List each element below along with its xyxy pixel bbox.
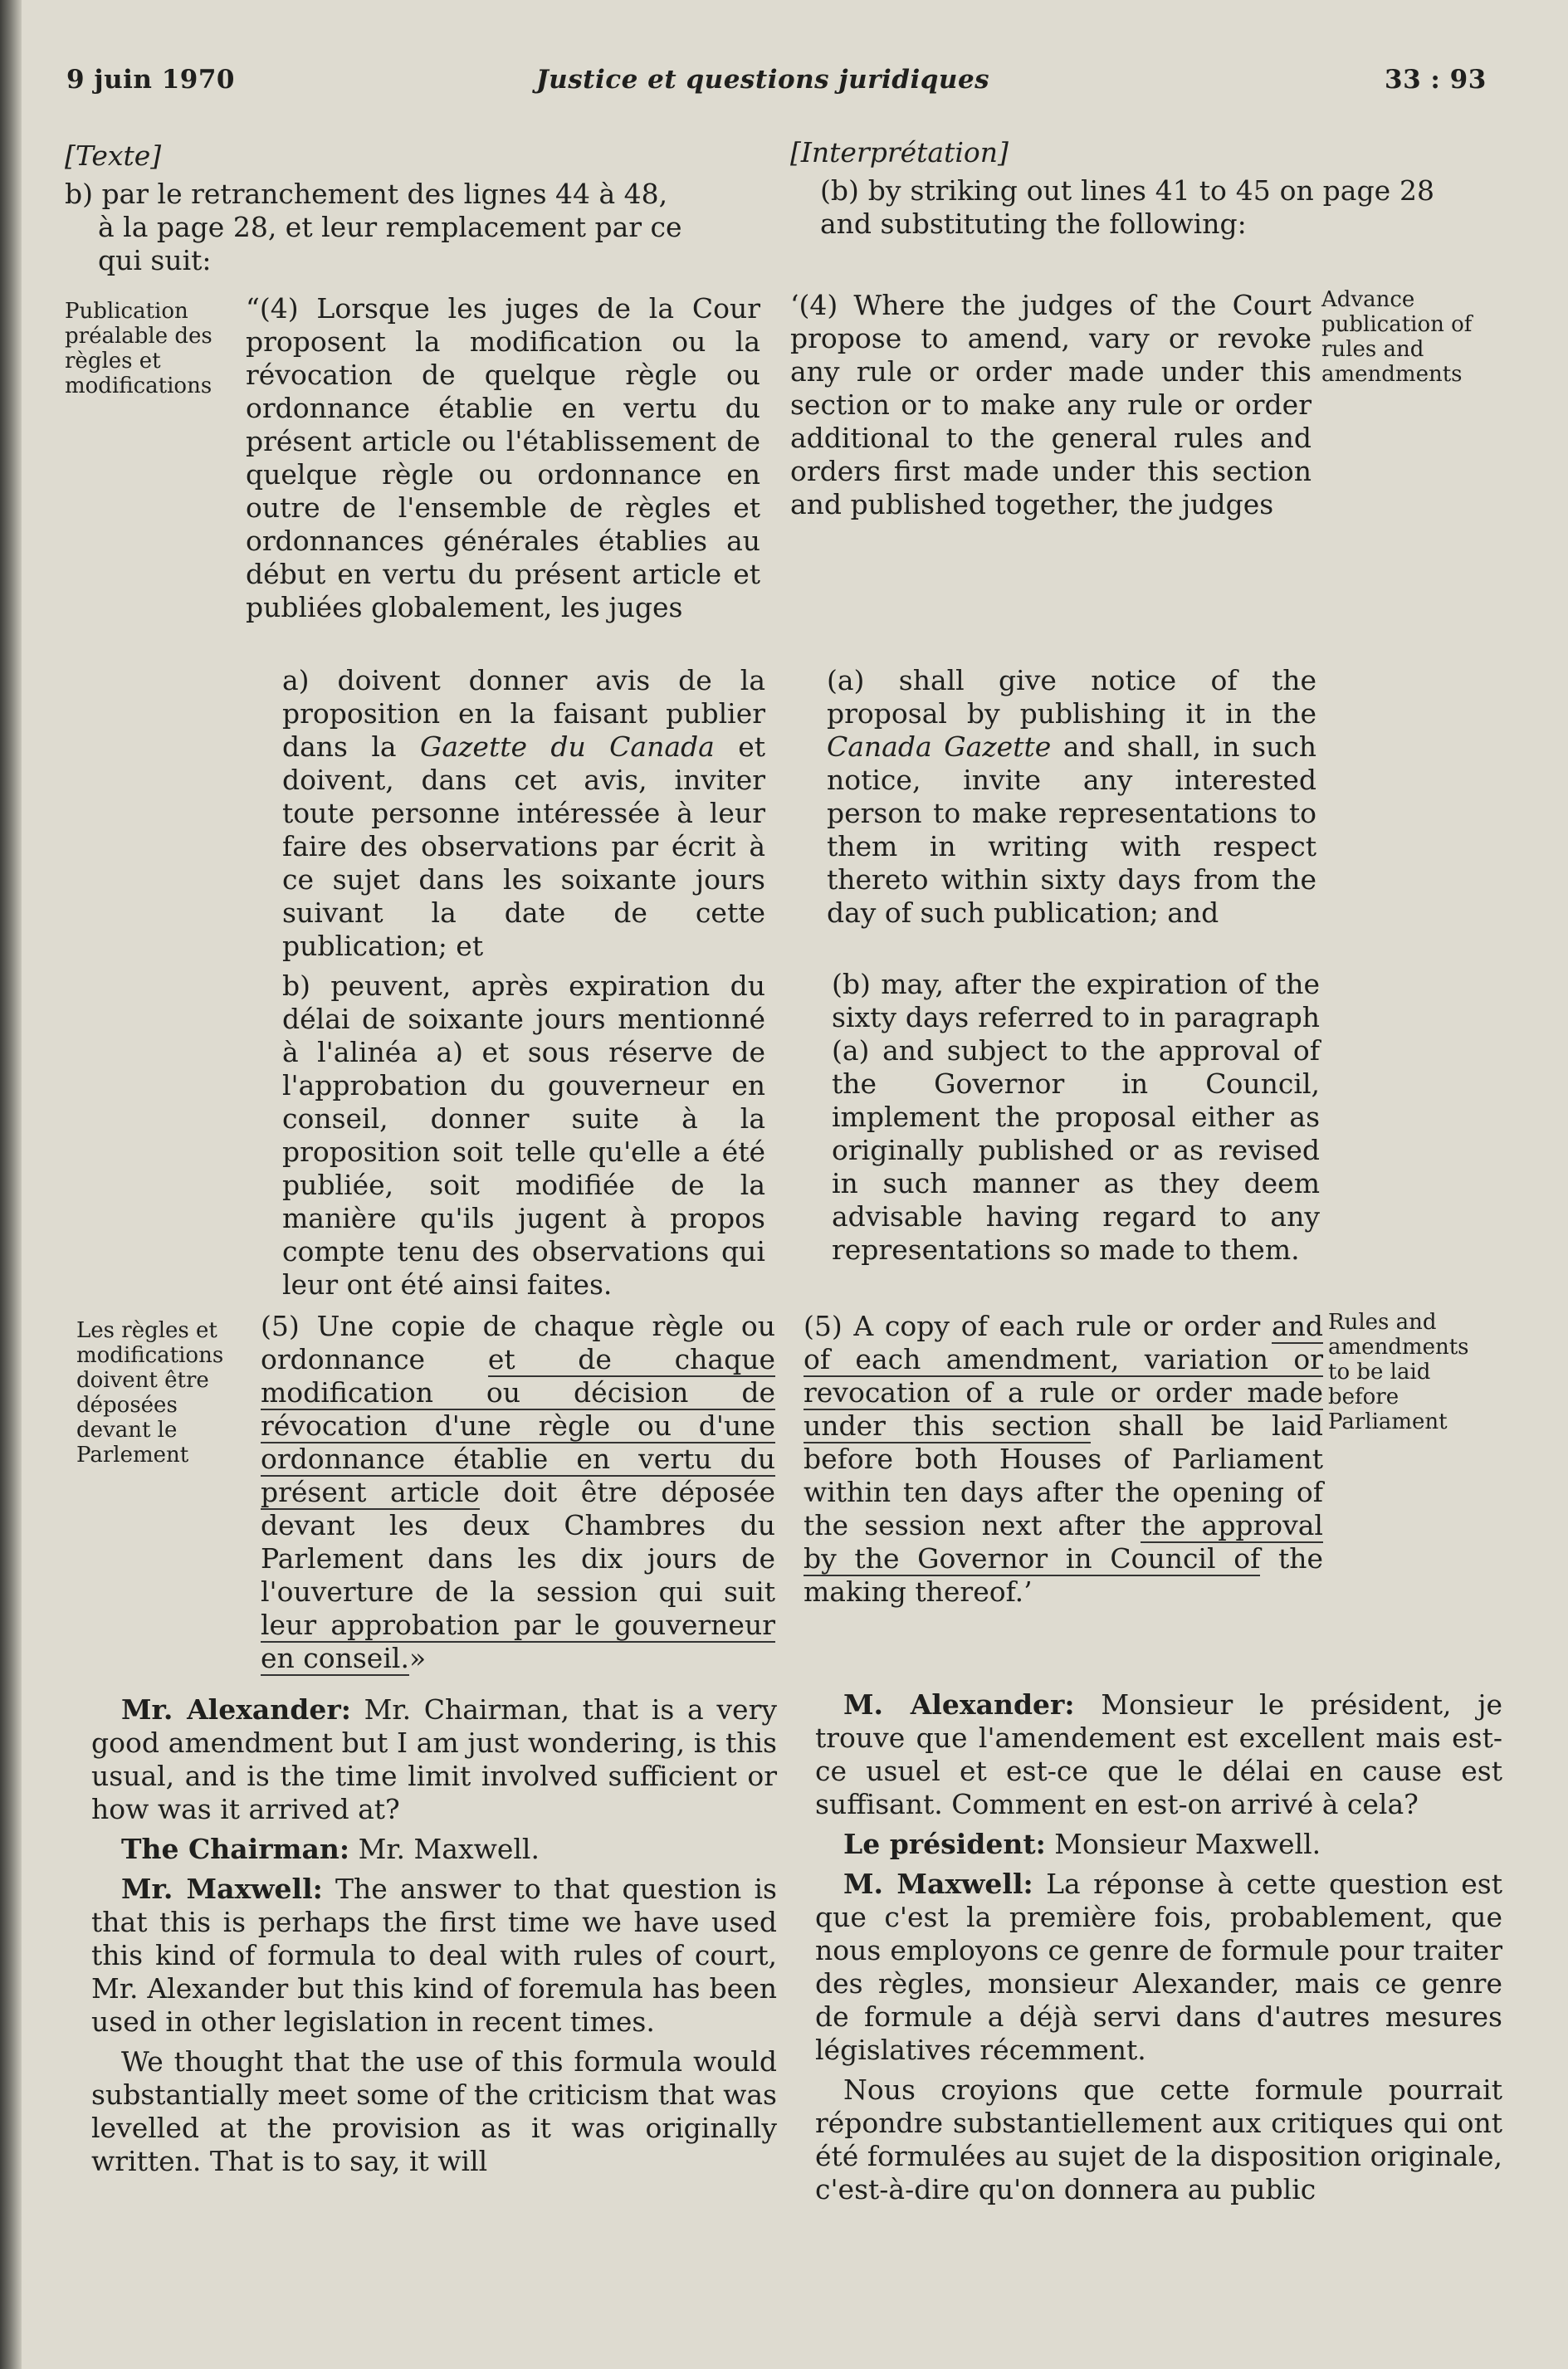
right-para-4: ‘(4) Where the judges of the Court propose to amend, vary or revoke any rule or order made under this section or to make any rule or order additional to the general rules and orders first made under this section and published together, the judges <box>790 289 1312 520</box>
header-page-number: 33 : 93 <box>1385 65 1487 95</box>
left-item-a: a) doivent donner avis de la proposition en la faisant publier dans la Gazette du Canada et doivent, dans cet avis, inviter toute personne intéressée à leur faire des observations par écrit à ce sujet dans les soixante jours suivant la date de cette publication; et <box>282 664 765 962</box>
left-item-b: b) peuvent, après expiration du délai de soixante jours mentionné à l'alinéa a) et sous réserve de l'approbation du gouverneur en conseil, donner suite à la proposition soit telle qu'elle a été publiée, soit modifiée de la manière qu'ils jugent à propos compte tenu des observations qui leur ont été ainsi faites. <box>282 970 765 1301</box>
right-speeches: M. Alexander: Monsieur le président, je trouve que l'amendement est excellent mais est-ce usuel et est-ce que le délai en cause est suffisant. Comment en est-on arrivé à cela? Le président: Monsieur Maxwell. M. Maxwell: La réponse à cette question est que c'est la première fois, probablement, que nous employons ce genre de formule pour traiter des règles, monsieur Alexander, mais ce genre de formule a déjà servi dans d'autres mesures législatives récemment. Nous croyions que cette formule pourrait répondre substantiellement aux critiques qui ont été formulées au sujet de la disposition originale, c'est-à-dire qu'on donnera au public <box>815 1688 1502 2205</box>
header-title: Justice et questions juridiques <box>536 65 990 95</box>
right-tag: [Interprétation] <box>790 136 1009 169</box>
left-speeches: Mr. Alexander: Mr. Chairman, that is a very good amendment but I am just wondering, is this usual, and is the time limit involved sufficient or how was it arrived at? The Chairman: Mr. Maxwell. Mr. Maxwell: The answer to that question is that this is perhaps the first time we have used this kind of formula to deal with rules of court, Mr. Alexander but this kind of foremula has been used in other legislation in recent times. We thought that the use of this formula would substantially meet some of the criticism that was levelled at the provision as it was originally written. That is to say, it will <box>91 1693 777 2177</box>
right-item-a: (a) shall give notice of the proposal by publishing it in the Canada Gazette and shall, in such notice, invite any interested person to make representations to them in writing with respect thereto within sixty days from the day of such publication; and <box>827 664 1316 929</box>
right-margin-note-1: Advance publication of rules and amendments <box>1321 287 1473 387</box>
right-item-b: (b) may, after the expiration of the sixty days referred to in paragraph (a) and subject to the approval of the Governor in Council, implement the proposal either as originally published or as revised in such manner as they deem advisable having regard to any representations so made to them. <box>832 968 1320 1266</box>
left-para-5: (5) Une copie de chaque règle ou ordonnance et de chaque modification ou décision de révocation d'une règle ou d'une ordonnance établie en vertu du présent article doit être déposée devant les deux Chambres du Parlement dans les dix jours de l'ouverture de la session qui suit leur approbation par le gouverneur en conseil.» <box>261 1310 775 1674</box>
header-date: 9 juin 1970 <box>66 65 236 95</box>
left-tag: [Texte] <box>65 139 162 172</box>
left-margin-note-2: Les règles et modifications doivent être déposées devant le Parlement <box>76 1318 224 1468</box>
left-para-4: “(4) Lorsque les juges de la Cour proposent la modification ou la révocation de quelque règle ou ordonnance établie en vertu du présent article ou l'établissement de quelque règle ou ordonnance en outre de l'ensemble de règles et ordonnances générales établies au début en vertu du présent article et publiées globalement, les juges <box>246 292 760 623</box>
right-para-5: (5) A copy of each rule or order and of each amendment, variation or revocation of a rule or order made under this section shall be laid before both Houses of Parliament within ten days after the opening of the session next after the approval by the Governor in Council of the making thereof.’ <box>804 1310 1324 1608</box>
book-spine-shadow <box>0 0 22 2369</box>
left-intro: b) par le retranchement des lignes 44 à 48, à la page 28, et leur remplacement par ce qui suit: <box>65 178 682 276</box>
right-intro: (b) by striking out lines 41 to 45 on page 28 and substituting the following: <box>820 174 1434 240</box>
right-margin-note-2: Rules and amendments to be laid before Parliament <box>1328 1310 1469 1434</box>
left-margin-note-1: Publication préalable des règles et modifications <box>65 299 212 398</box>
